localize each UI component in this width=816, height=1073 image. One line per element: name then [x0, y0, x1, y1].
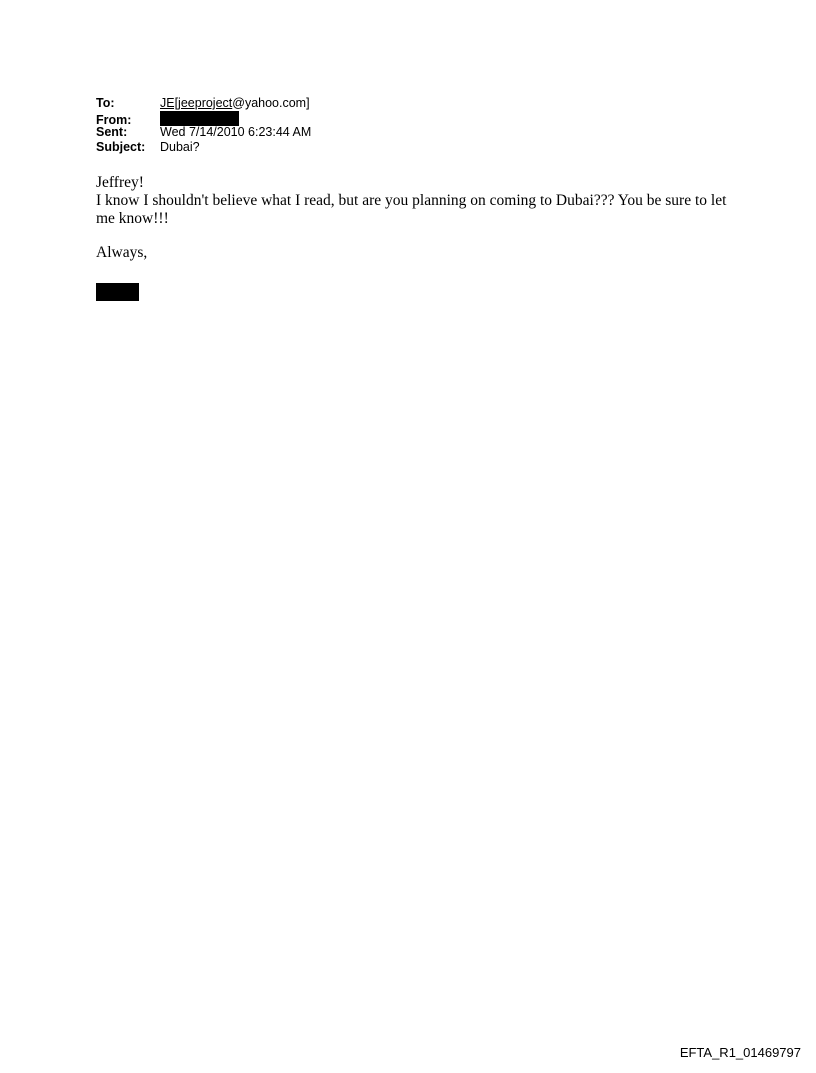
sent-label: Sent:	[96, 125, 128, 139]
to-address-rest: @yahoo.com]	[232, 96, 310, 110]
sent-value: Wed 7/14/2010 6:23:44 AM	[160, 125, 312, 139]
subject-row	[96, 140, 311, 155]
from-row	[96, 111, 311, 126]
paragraph-gap	[96, 228, 736, 244]
subject-value: Dubai?	[160, 139, 200, 154]
email-body	[96, 174, 736, 262]
email-header	[96, 96, 311, 154]
greeting: Jeffrey!	[96, 174, 144, 191]
closing: Always,	[96, 244, 148, 261]
to-label: To:	[96, 96, 115, 110]
to-address-link[interactable]: JE[jeeproject	[160, 96, 233, 110]
to-row	[96, 96, 311, 111]
from-redaction	[160, 111, 239, 126]
message: I know I shouldn't believe what I read, but are you planning on coming to Dubai??? You be sure to let me know!!!	[96, 192, 727, 227]
sent-row	[96, 125, 311, 140]
subject-label: Subject:	[96, 139, 146, 154]
from-label: From:	[96, 112, 132, 127]
to-value	[160, 96, 310, 111]
document-id: EFTA_R1_01469797	[679, 1045, 801, 1060]
signature-redaction	[96, 283, 139, 301]
